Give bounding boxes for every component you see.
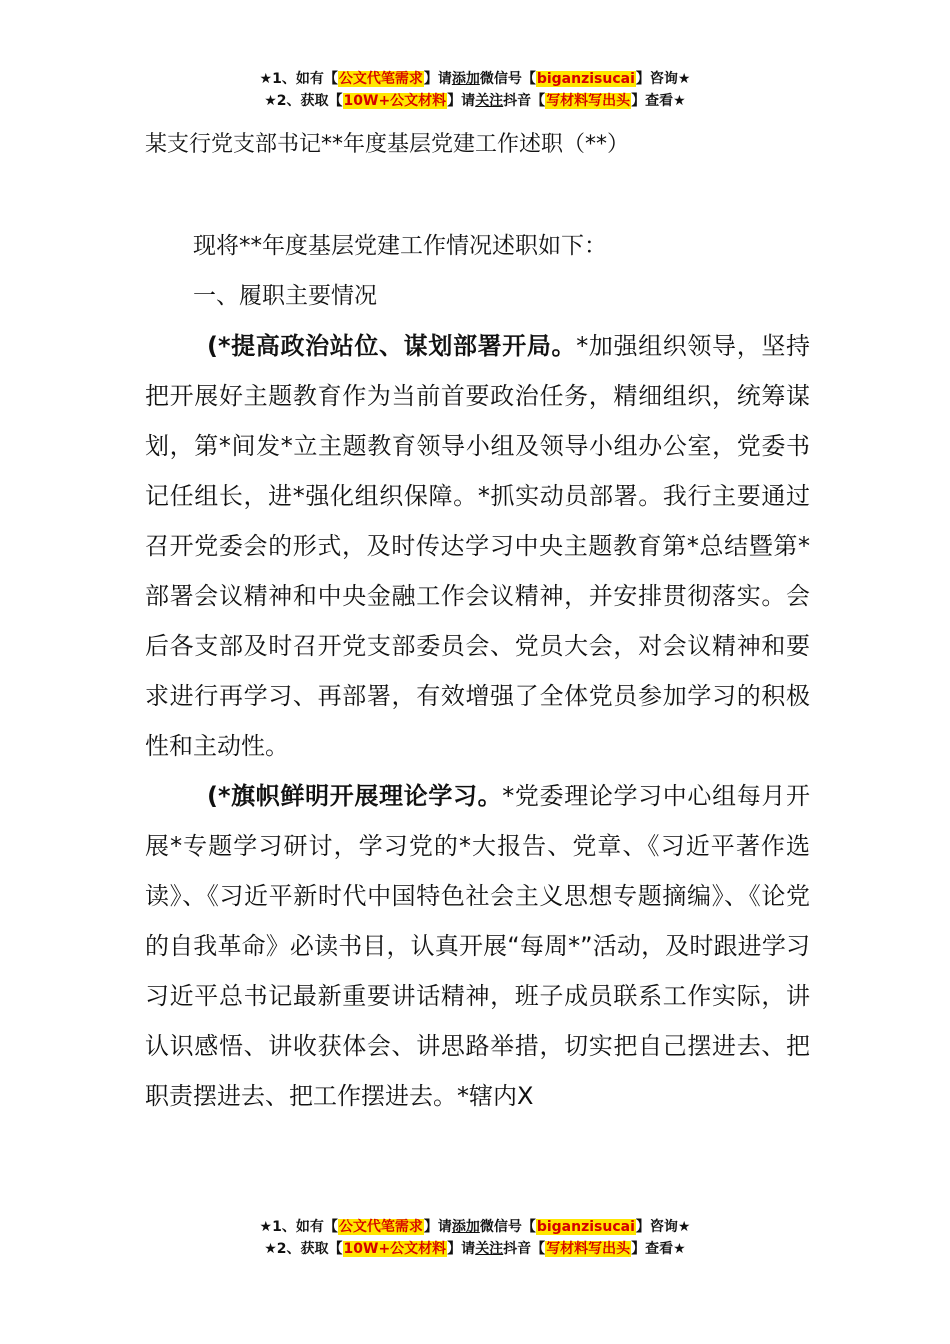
banner-text: 】咨询★ (635, 1219, 691, 1235)
banner-underlined-text: 关注 (475, 93, 504, 109)
paragraph-lead: (*旗帜鲜明开展理论学习。 (207, 782, 503, 810)
banner-line-2 (0, 1238, 950, 1260)
banner-text: ★1、如有【 (259, 1219, 338, 1235)
footer-banner (0, 1216, 950, 1260)
banner-text: 】查看★ (631, 93, 686, 109)
paragraph-body: *党委理论学习中心组每月开展*专题学习研讨，学习党的*大报告、党章、《习近平著作选读》、《习近平新时代中国特色社会主义思想专题摘编》、《论党的自我革命》必读书目，认真开展“每周*”活动，及时跟进学习习近平总书记最新重要讲话精神，班子成员联系工作实际，讲认识感悟、讲收获体会、讲思路举措，切实把自己摆进去、把职责摆进去、把工作摆进去。*辖内X (145, 782, 810, 1110)
document-title: 某支行党支部书记**年度基层党建工作述职（**） (145, 132, 630, 157)
banner-underlined-text: 关注 (475, 1241, 504, 1257)
banner-highlight: 10W+公文材料 (343, 1241, 447, 1257)
paragraph-lead: (*提高政治站位、谋划部署开局。 (207, 332, 577, 360)
banner-highlight: 公文代笔需求 (338, 1219, 423, 1235)
body-paragraph-2 (145, 771, 810, 1121)
banner-highlight: 10W+公文材料 (343, 93, 447, 109)
banner-text: ★2、获取【 (264, 1241, 343, 1257)
banner-text: 】咨询★ (635, 71, 691, 87)
banner-text: ★1、如有【 (259, 71, 338, 87)
banner-highlight: 公文代笔需求 (338, 71, 423, 87)
banner-text: 】请 (423, 1219, 452, 1235)
banner-text: 抖音【 (503, 93, 546, 109)
banner-highlight: biganzisucai (536, 1219, 635, 1235)
banner-line-2 (0, 90, 950, 112)
header-banner (0, 68, 950, 112)
section-heading: 一、履职主要情况 (193, 283, 377, 309)
body-paragraph-1 (145, 321, 810, 771)
banner-text: 】请 (447, 93, 476, 109)
banner-text: 】查看★ (631, 1241, 686, 1257)
banner-text: 】请 (447, 1241, 476, 1257)
banner-line-1 (0, 1216, 950, 1238)
banner-text: 】请 (423, 71, 452, 87)
banner-highlight: 写材料写出头 (546, 93, 631, 109)
paragraph-body: *加强组织领导，坚持把开展好主题教育作为当前首要政治任务，精细组织，统筹谋划，第*间发*立主题教育领导小组及领导小组办公室，党委书记任组长，进*强化组织保障。*抓实动员部署。我行主要通过召开党委会的形式，及时传达学习中央主题教育第*总结暨第*部署会议精神和中央金融工作会议精神，并安排贯彻落实。会后各支部及时召开党支部委员会、党员大会，对会议精神和要求进行再学习、再部署，有效增强了全体党员参加学习的积极性和主动性。 (145, 332, 810, 760)
banner-text: 抖音【 (503, 1241, 546, 1257)
banner-highlight: biganzisucai (536, 71, 635, 87)
banner-text: ★2、获取【 (264, 93, 343, 109)
banner-highlight: 写材料写出头 (546, 1241, 631, 1257)
banner-underlined-text: 添加 (451, 71, 480, 87)
banner-line-1 (0, 68, 950, 90)
intro-paragraph: 现将**年度基层党建工作情况述职如下： (193, 233, 607, 259)
banner-underlined-text: 添加 (451, 1219, 480, 1235)
banner-text: 微信号【 (479, 71, 536, 87)
banner-text: 微信号【 (479, 1219, 536, 1235)
